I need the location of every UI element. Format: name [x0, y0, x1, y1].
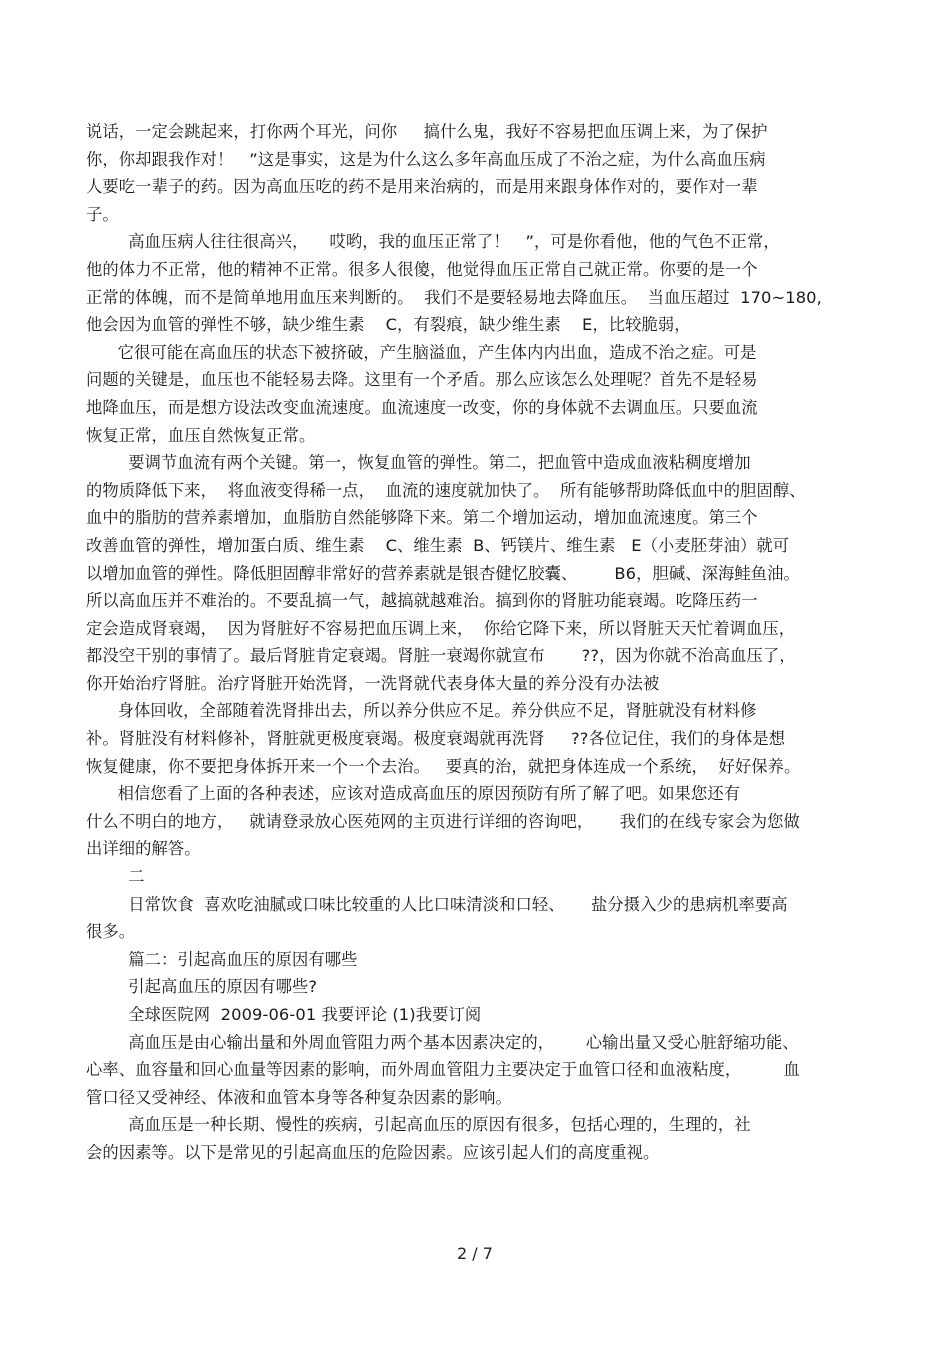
text-line: 所以高血压并不难治的。不要乱搞一气，越搞就越难治。搞到你的肾脏功能衰竭。吃降压药一 — [86, 591, 758, 611]
text-line: 恢复健康，你不要把身体拆开来一个一个去治。 要真的治，就把身体连成一个系统， 好好保养。 — [86, 756, 801, 776]
page-number: 2 / 7 — [457, 1244, 493, 1263]
text-line: 恢复正常，血压自然恢复正常。 — [86, 425, 316, 445]
text-line: 子。 — [86, 204, 119, 224]
text-line: 身体回收，全部随着洗肾排出去，所以养分供应不足。养分供应不足，肾脏就没有材料修 — [86, 701, 757, 721]
text-line: 二 — [86, 867, 145, 887]
text-line: 相信您看了上面的各种表述，应该对造成高血压的原因预防有所了解了吧。如果您还有 — [86, 784, 741, 804]
body-text — [86, 118, 866, 1167]
text-line: 高血压是由心输出量和外周血管阻力两个基本因素决定的， 心输出量又受心脏舒缩功能、 — [86, 1032, 799, 1052]
text-line: 定会造成肾衰竭， 因为肾脏好不容易把血压调上来， 你给它降下来，所以肾脏天天忙着调血压， — [86, 618, 796, 638]
text-line: 都没空干别的事情了。最后肾脏肯定衰竭。肾脏一衰竭你就宣布 ??，因为你就不治高血压了， — [86, 646, 796, 666]
text-line: 日常饮食 喜欢吃油腻或口味比较重的人比口味清淡和口轻、 盐分摄入少的患病机率要高 — [86, 894, 788, 914]
text-line: 高血压病人往往很高兴， 哎哟，我的血压正常了！ ”，可是你看他，他的气色不正常， — [86, 232, 780, 252]
text-line: 以增加血管的弹性。降低胆固醇非常好的营养素就是银杏健忆胶囊、 B6，胆碱、深海鲑鱼油。 — [86, 563, 800, 583]
text-line: 会的因素等。以下是常见的引起高血压的危险因素。应该引起人们的高度重视。 — [86, 1142, 660, 1162]
text-line: 的物质降低下来， 将血液变得稀一点， 血流的速度就加快了。 所有能够帮助降低血中的胆固醇、 — [86, 480, 806, 500]
text-line: 他会因为血管的弹性不够，缺少维生素 C，有裂痕，缺少维生素 E，比较脆弱， — [86, 315, 691, 335]
text-line: 补。肾脏没有材料修补，肾脏就更极度衰竭。极度衰竭就再洗肾 ??各位记住，我们的身体是想 — [86, 729, 786, 749]
text-line: 全球医院网 2009-06-01 我要评论 (1)我要订阅 — [86, 1005, 482, 1024]
text-line: 改善血管的弹性，增加蛋白质、维生素 C、维生素 B、钙镁片、维生素 E（小麦胚芽油）就可 — [86, 535, 790, 555]
text-line: 引起高血压的原因有哪些? — [86, 977, 318, 997]
text-line: 地降血压，而是想方设法改变血流速度。血流速度一改变，你的身体就不去调血压。只要血流 — [86, 397, 758, 417]
text-line: 问题的关键是，血压也不能轻易去降。这里有一个矛盾。那么应该怎么处理呢？首先不是轻易 — [86, 370, 758, 390]
text-line: 高血压是一种长期、慢性的疾病，引起高血压的原因有很多，包括心理的，生理的，社 — [86, 1115, 751, 1135]
text-line: 管口径又受神经、体液和血管本身等各种复杂因素的影响。 — [86, 1087, 512, 1107]
text-line: 正常的体魄，而不是简单地用血压来判断的。 我们不是要轻易地去降血压。 当血压超过 170~180, — [86, 287, 822, 307]
text-line: 你开始治疗肾脏。治疗肾脏开始洗肾，一洗肾就代表身体大量的养分没有办法被 — [86, 673, 660, 693]
text-line: 心率、血容量和回心血量等因素的影响，而外周血管阻力主要决定于血管口径和血液粘度， 血 — [86, 1060, 800, 1080]
text-line: 人要吃一辈子的药。因为高血压吃的药不是用来治病的，而是用来跟身体作对的，要作对一辈 — [86, 177, 758, 197]
text-line: 什么不明白的地方， 就请登录放心医苑网的主页进行详细的咨询吧， 我们的在线专家会为您做 — [86, 811, 800, 831]
text-line: 它很可能在高血压的状态下被挤破，产生脑溢血，产生体内内出血，造成不治之症。可是 — [86, 342, 757, 362]
text-line: 要调节血流有两个关键。第一，恢复血管的弹性。第二，把血管中造成血液粘稠度增加 — [86, 453, 751, 473]
text-line: 很多。 — [86, 922, 136, 942]
text-line: 血中的脂肪的营养素增加，血脂肪自然能够降下来。第二个增加运动，增加血流速度。第三个 — [86, 508, 758, 528]
text-line: 他的体力不正常，他的精神不正常。很多人很傻，他觉得血压正常自己就正常。你要的是一个 — [86, 259, 758, 279]
text-line: 出详细的解答。 — [86, 839, 201, 859]
text-line: 篇二：引起高血压的原因有哪些 — [86, 949, 358, 969]
text-line: 说话，一定会跳起来，打你两个耳光，问你 搞什么鬼，我好不容易把血压调上来，为了保护 — [86, 122, 768, 141]
text-line: 你，你却跟我作对！ ”这是事实，这是为什么这么多年高血压成了不治之症，为什么高血压病 — [86, 149, 766, 169]
